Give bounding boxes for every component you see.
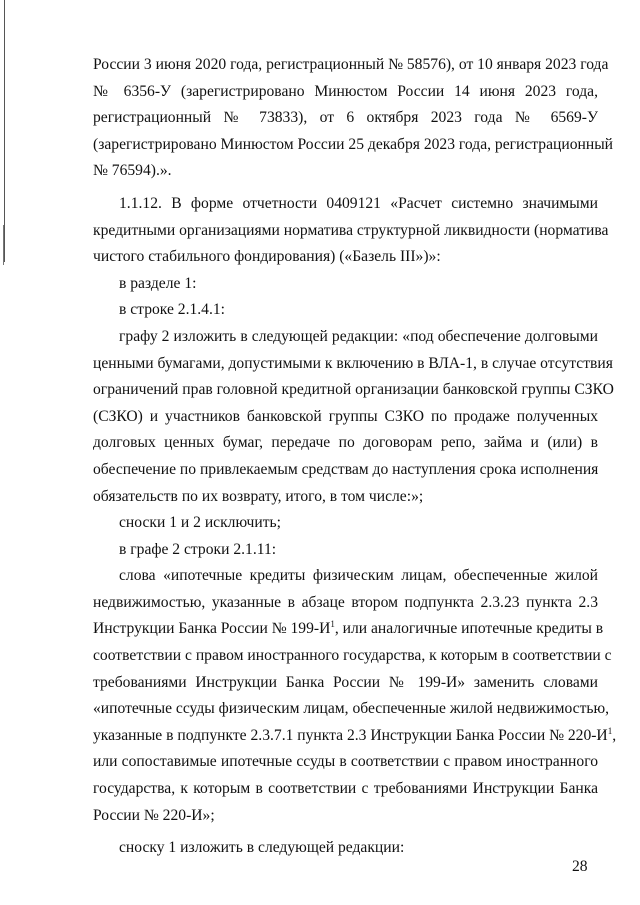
page-number: 28 xyxy=(572,858,588,875)
text-line-column-2-row: в графе 2 строки 2.1.11: xyxy=(119,540,277,558)
text-segment-22b: , или аналогичные ипотечные кредиты в xyxy=(334,620,604,638)
text-line-22 xyxy=(93,616,604,643)
footnote-mark: 1 xyxy=(330,619,335,630)
text-line-27: или сопоставимые ипотечные ссуды в соответствии с правом иностранного xyxy=(93,753,598,771)
text-line-4: (зарегистрировано Минюстом России 25 декабря 2023 года, регистрационный xyxy=(93,135,614,153)
text-line-row-2-1-4-1: в строке 2.1.4.1: xyxy=(119,301,226,319)
text-segment-26a: указанные в подпункте 2.3.7.1 пункта 2.3 Инструкции Банка России № 220-И xyxy=(93,726,608,744)
text-line-20: слова «ипотечные кредиты физическим лицам, обеспеченные жилой xyxy=(119,567,598,585)
text-line-2: № 6356-У (зарегистрировано Минюстом России 14 июня 2023 года, xyxy=(93,82,598,100)
text-line-30: сноску 1 изложить в следующей редакции: xyxy=(119,839,405,857)
text-line-16: обеспечение по привлекаемым средствам до наступления срока исполнения xyxy=(93,460,599,478)
text-line-8: чистого стабильного фондирования) («Базель III»)»: xyxy=(93,248,441,266)
text-line-11: графу 2 изложить в следующей редакции: «под обеспечение долговыми xyxy=(119,327,598,345)
text-line-5: № 76594).». xyxy=(93,162,172,180)
text-line-12: ценными бумагами, допустимыми к включению в ВЛА-1, в случае отсутствия xyxy=(93,354,613,372)
text-line-23: соответствии с правом иностранного государства, к которым в соответствии с xyxy=(93,647,612,665)
text-segment-22a: Инструкции Банка России № 199-И xyxy=(93,620,331,638)
section-1-1-12-heading: 1.1.12. В форме отчетности 0409121 «Расчет системно значимыми xyxy=(119,194,598,212)
document-page xyxy=(93,52,617,862)
text-line-24: требованиями Инструкции Банка России № 199-И» заменить словами xyxy=(93,673,598,691)
text-line-17: обязательств по их возврату, итого, в том числе:»; xyxy=(93,487,424,505)
text-line-13: ограничений прав головной кредитной организации банковской группы СЗКО xyxy=(93,381,614,399)
text-line-7: кредитными организациями норматива структурной ликвидности (норматива xyxy=(93,221,609,239)
footnote-mark-2: 1 xyxy=(607,725,613,736)
text-line-footnotes-removed: сноски 1 и 2 исключить; xyxy=(119,514,281,532)
scan-border-line-lower xyxy=(3,225,4,265)
text-line-14: (СЗКО) и участников банковской группы СЗКО по продаже полученных xyxy=(93,407,598,425)
text-line-25: «ипотечные ссуды физическим лицам, обеспеченные жилой недвижимостью, xyxy=(93,700,610,718)
text-line-15: долговых ценных бумаг, передаче по договорам репо, займа и (или) в xyxy=(93,434,598,452)
text-line-section-1: в разделе 1: xyxy=(119,274,197,292)
text-line-28: государства, к которым в соответствии с требованиями Инструкции Банка xyxy=(93,780,598,798)
text-line-21: недвижимостью, указанные в абзаце втором подпункта 2.3.23 пункта 2.3 xyxy=(93,593,598,611)
text-line-3: регистрационный № 73833), от 6 октября 2023 года № 6569-У xyxy=(93,109,598,127)
text-line-1: России 3 июня 2020 года, регистрационный № 58576), от 10 января 2023 года xyxy=(93,56,609,73)
text-line-26 xyxy=(93,723,617,750)
text-line-29: России № 220-И»; xyxy=(93,806,215,824)
scan-border-line xyxy=(4,0,5,262)
text-segment-26b: , xyxy=(612,726,617,744)
